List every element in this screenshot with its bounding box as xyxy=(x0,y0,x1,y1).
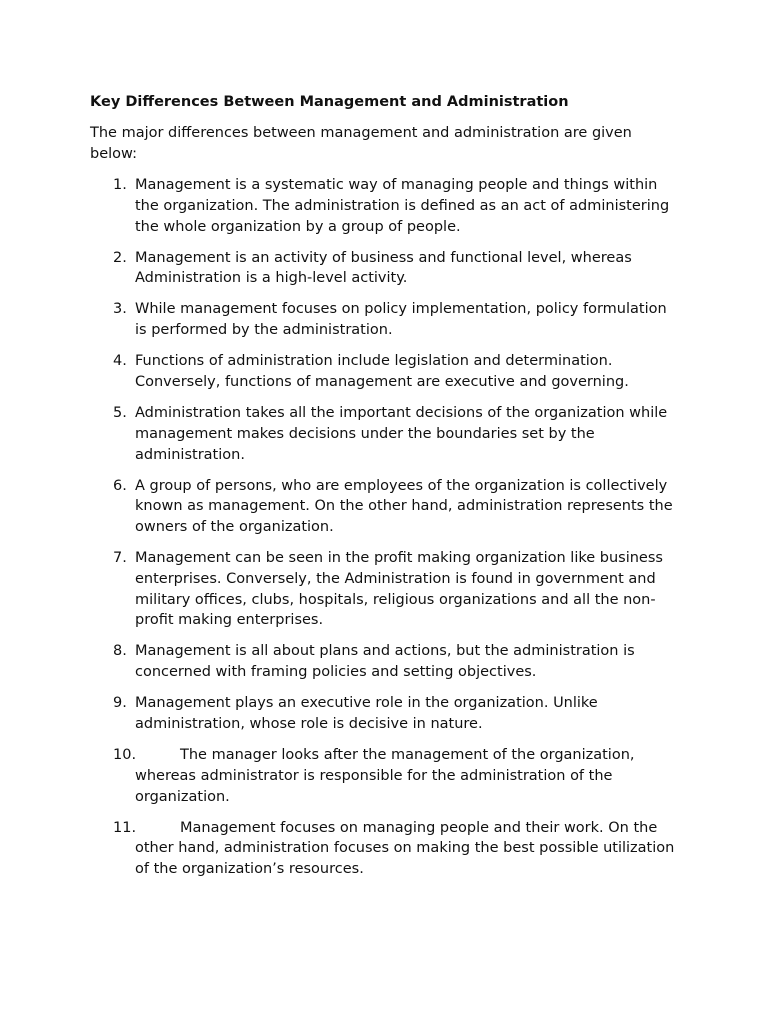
list-item-text: A group of persons, who are employees of the organization is collectively known as management. On the other hand, administration represents the owners of the organization. xyxy=(135,477,673,536)
list-item xyxy=(90,175,680,237)
list-item-text: Management is all about plans and actions, but the administration is concerned with framing policies and setting objectives. xyxy=(135,643,635,681)
list-item-number: 3. xyxy=(113,301,127,318)
list-item-number: 1. xyxy=(113,177,127,193)
list-item-number: 2. xyxy=(113,249,127,266)
list-item-text: Management is a systematic way of managing people and things within the organization. The administration is defined as an act of administering the whole organization by a group of people. xyxy=(135,177,670,235)
list-item xyxy=(90,818,680,880)
list-item-number: 4. xyxy=(113,353,127,370)
list-item xyxy=(90,641,680,683)
list-item-text: Management is an activity of business and functional level, whereas Administration is a high-level activity. xyxy=(135,249,632,287)
document-title: Key Differences Between Management and Administration xyxy=(90,94,569,110)
intro-paragraph: The major differences between management and administration are given below: xyxy=(90,125,632,162)
differences-list xyxy=(90,175,680,880)
list-item-text: Administration takes all the important decisions of the organization while management makes decisions under the boundaries set by the administration. xyxy=(135,404,668,463)
list-item-number: 5. xyxy=(113,404,127,421)
list-item xyxy=(90,548,680,631)
list-item-text: Management can be seen in the profit making organization like business enterprises. Conversely, the Administration is found in government and military offices, clubs, hospitals, religious organizations and all the non-profit making enterprises. xyxy=(135,550,663,629)
list-item xyxy=(90,248,680,290)
list-item-number: 6. xyxy=(113,477,127,494)
list-item-number: 10. xyxy=(113,747,137,764)
list-item-text: The manager looks after the management of the organization, whereas administrator is responsible for the administration of the organization. xyxy=(135,747,635,805)
list-item xyxy=(90,403,680,465)
list-item-number: 8. xyxy=(113,643,127,660)
list-item-text: Management plays an executive role in the organization. Unlike administration, whose role is decisive in nature. xyxy=(135,695,598,733)
list-item xyxy=(90,693,680,735)
list-item-text: Functions of administration include legislation and determination. Conversely, functions of management are executive and governing. xyxy=(135,353,629,390)
list-item xyxy=(90,351,680,393)
list-item xyxy=(90,299,680,341)
document-body xyxy=(90,92,680,890)
list-item-number: 11. xyxy=(113,819,137,836)
list-item xyxy=(90,476,680,538)
list-item-number: 7. xyxy=(113,550,127,567)
list-item-text: Management focuses on managing people and their work. On the other hand, administration focuses on making the best possible utilization of the organization’s resources. xyxy=(135,819,675,878)
list-item xyxy=(90,745,680,807)
list-item-text: While management focuses on policy implementation, policy formulation is performed by the administration. xyxy=(135,301,667,339)
list-item-number: 9. xyxy=(113,695,127,712)
